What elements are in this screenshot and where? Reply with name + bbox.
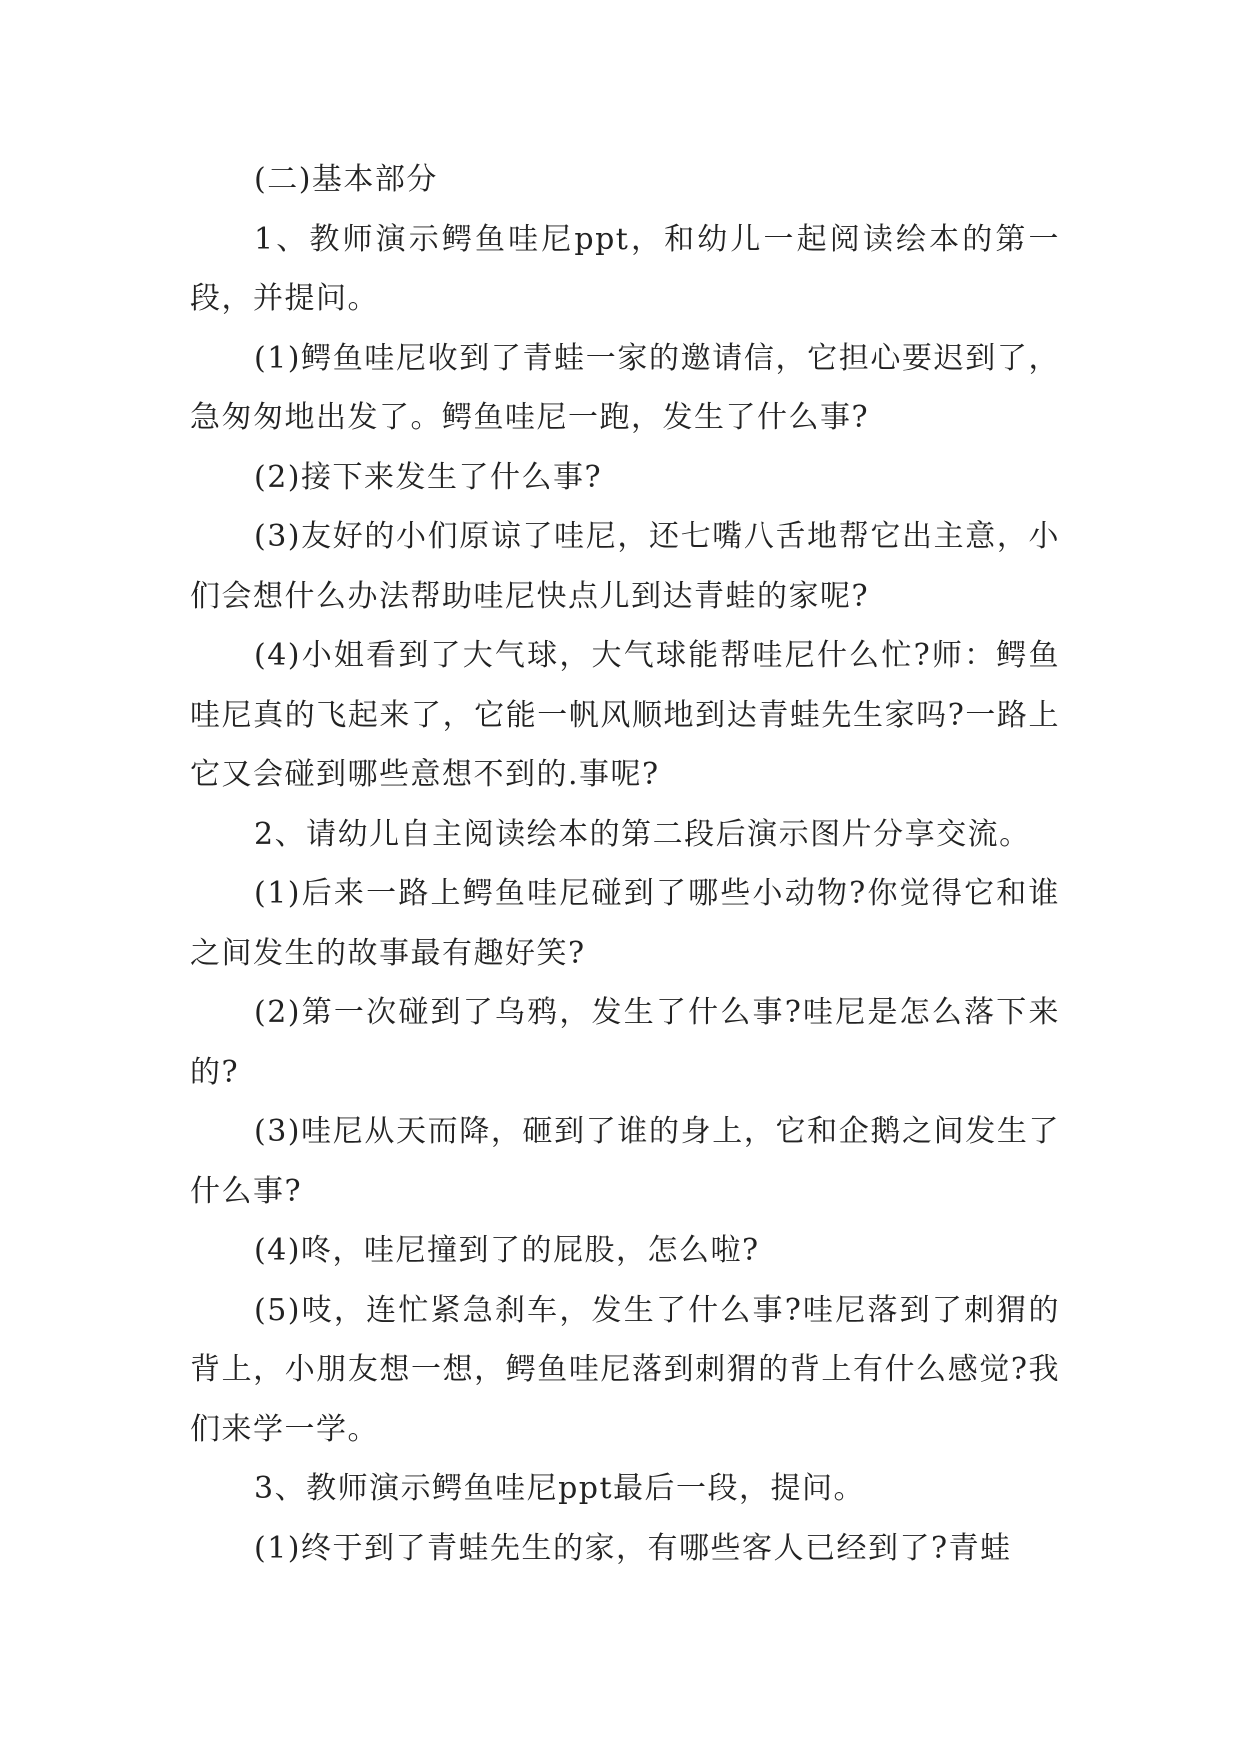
paragraph: (5)吱，连忙紧急刹车，发生了什么事?哇尼落到了刺猬的背上，小朋友想一想，鳄鱼哇尼落到刺猬的背上有什么感觉?我们来学一学。 [190, 1292, 1060, 1447]
paragraph: 2、请幼儿自主阅读绘本的第二段后演示图片分享交流。 [254, 816, 1031, 852]
paragraph: 3、教师演示鳄鱼哇尼ppt最后一段，提问。 [254, 1471, 866, 1506]
paragraph: (1)终于到了青蛙先生的家，有哪些客人已经到了?青蛙 [254, 1530, 1012, 1566]
paragraph: (2)接下来发生了什么事? [254, 459, 603, 495]
paragraph: (4)咚，哇尼撞到了的屁股，怎么啦? [254, 1233, 760, 1268]
document-body [190, 150, 1060, 1578]
section-heading: (二)基本部分 [254, 162, 438, 197]
paragraph: (4)小姐看到了大气球，大气球能帮哇尼什么忙?师：鳄鱼哇尼真的飞起来了，它能一帆风顺地到达青蛙先生家吗?一路上它又会碰到哪些意想不到的.事呢? [190, 638, 1060, 792]
paragraph: (3)哇尼从天而降，砸到了谁的身上，它和企鹅之间发生了什么事? [190, 1114, 1060, 1209]
paragraph: (2)第一次碰到了乌鸦，发生了什么事?哇尼是怎么落下来的? [190, 995, 1060, 1090]
paragraph: (1)鳄鱼哇尼收到了青蛙一家的邀请信，它担心要迟到了，急匆匆地出发了。鳄鱼哇尼一跑，发生了什么事? [190, 340, 1060, 435]
paragraph: (3)友好的小们原谅了哇尼，还七嘴八舌地帮它出主意，小们会想什么办法帮助哇尼快点儿到达青蛙的家呢? [190, 519, 1060, 614]
paragraph: (1)后来一路上鳄鱼哇尼碰到了哪些小动物?你觉得它和谁之间发生的故事最有趣好笑? [190, 876, 1060, 971]
paragraph: 1、教师演示鳄鱼哇尼ppt，和幼儿一起阅读绘本的第一段，并提问。 [190, 221, 1060, 316]
